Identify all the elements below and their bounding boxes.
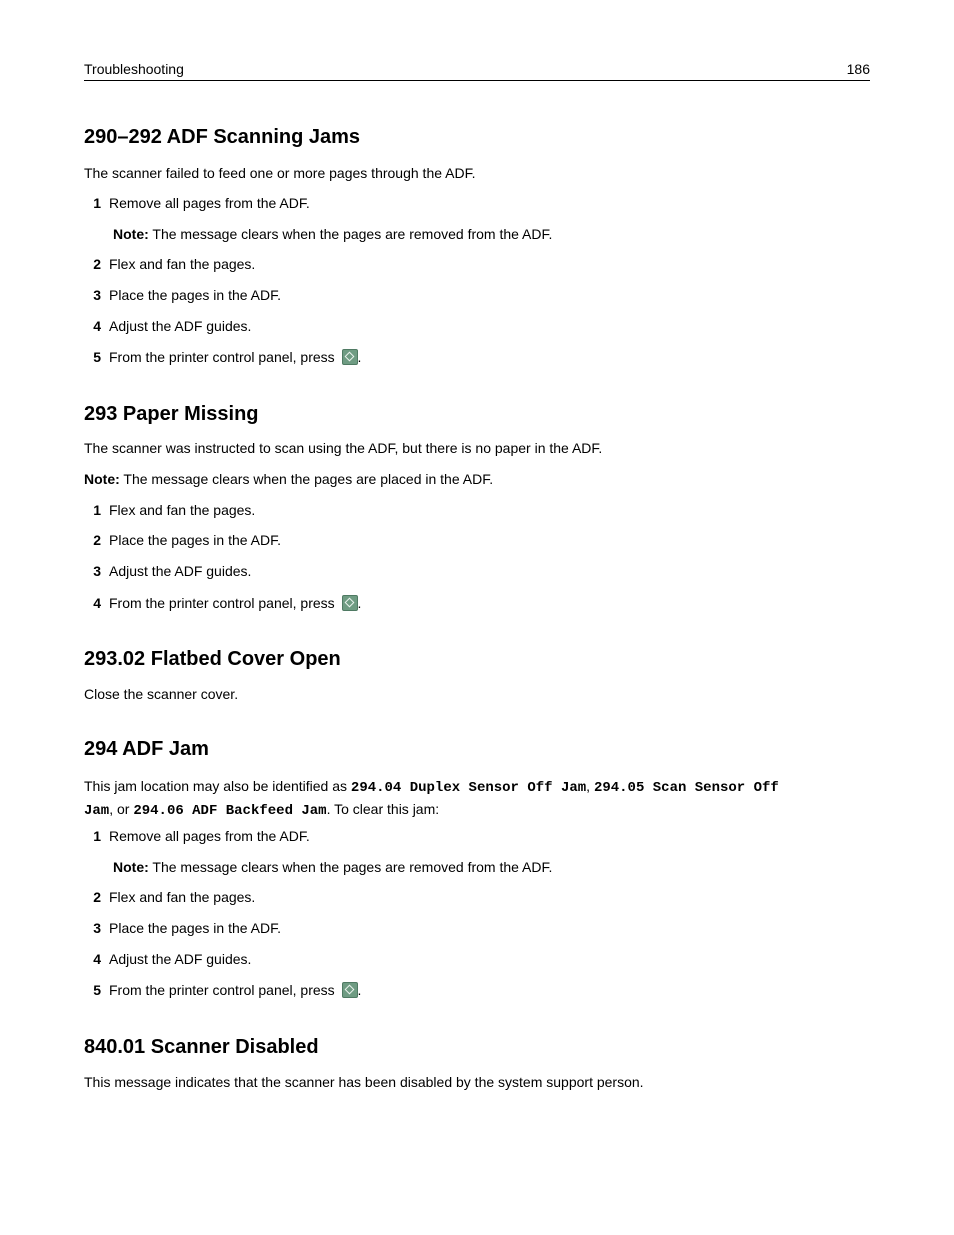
period: . [357, 982, 362, 998]
step-text: Adjust the ADF guides. [109, 951, 252, 967]
step-text: Remove all pages from the ADF. [109, 828, 310, 844]
note [113, 858, 552, 876]
note-label: Note: [113, 226, 149, 242]
note [113, 225, 552, 243]
section-intro-293: The scanner was instructed to scan using the ADF, but there is no paper in the ADF. [84, 440, 603, 456]
note-text: The message clears when the pages are removed from the ADF. [148, 859, 553, 875]
start-button-icon [342, 349, 358, 365]
message-code: 294.05 Scan Sensor Off [593, 780, 779, 796]
message-code: 294.04 Duplex Sensor Off Jam [350, 780, 587, 796]
message-code: 294.06 ADF Backfeed Jam [133, 803, 327, 819]
header-section-name: Troubleshooting [84, 61, 184, 77]
period: . [357, 595, 362, 611]
section-intro-290-292: The scanner failed to feed one or more pages through the ADF. [84, 165, 476, 181]
section-intro-294 [84, 776, 870, 822]
step-text: Place the pages in the ADF. [109, 287, 281, 303]
step-number: 3 [93, 920, 101, 936]
step-number: 2 [93, 532, 101, 548]
step-number: 1 [93, 195, 101, 211]
note-text: The message clears when the pages are removed from the ADF. [148, 226, 553, 242]
section-title-840-01: 840.01 Scanner Disabled [84, 1036, 319, 1058]
step-4 [84, 594, 361, 612]
section-title-293: 293 Paper Missing [84, 403, 259, 425]
step-text: Flex and fan the pages. [109, 502, 256, 518]
step-1 [84, 194, 310, 212]
step-number: 5 [93, 349, 101, 365]
separator: , [586, 778, 594, 794]
intro-text: . To clear this jam: [326, 801, 440, 817]
step-3 [84, 286, 281, 304]
step-number: 5 [93, 982, 101, 998]
step-text: Adjust the ADF guides. [109, 563, 252, 579]
step-number: 4 [93, 318, 101, 334]
start-button-icon [342, 982, 358, 998]
step-text: Remove all pages from the ADF. [109, 195, 310, 211]
header-divider [84, 80, 870, 81]
step-number: 3 [93, 287, 101, 303]
step-number: 1 [93, 828, 101, 844]
step-4 [84, 317, 251, 335]
separator: , or [109, 801, 134, 817]
step-number: 2 [93, 889, 101, 905]
step-3 [84, 562, 251, 580]
step-3 [84, 919, 281, 937]
step-5 [84, 348, 361, 366]
message-code: Jam [84, 803, 110, 819]
step-number: 3 [93, 563, 101, 579]
step-text: Place the pages in the ADF. [109, 532, 281, 548]
step-1 [84, 501, 255, 519]
step-text: Flex and fan the pages. [109, 256, 256, 272]
intro-text: This jam location may also be identified as [84, 778, 351, 794]
step-text: From the printer control panel, press [109, 982, 339, 998]
note-label: Note: [84, 471, 120, 487]
step-text: Adjust the ADF guides. [109, 318, 252, 334]
step-text: From the printer control panel, press [109, 349, 339, 365]
step-number: 2 [93, 256, 101, 272]
step-1 [84, 827, 310, 845]
step-number: 1 [93, 502, 101, 518]
period: . [357, 349, 362, 365]
step-2 [84, 888, 255, 906]
section-title-290-292: 290–292 ADF Scanning Jams [84, 126, 361, 148]
step-4 [84, 950, 251, 968]
page-number: 186 [846, 61, 870, 77]
step-text: Place the pages in the ADF. [109, 920, 281, 936]
step-2 [84, 255, 255, 273]
note [84, 470, 493, 488]
step-number: 4 [93, 595, 101, 611]
step-text: Flex and fan the pages. [109, 889, 256, 905]
section-intro-293-02: Close the scanner cover. [84, 686, 239, 702]
step-number: 4 [93, 951, 101, 967]
section-title-293-02: 293.02 Flatbed Cover Open [84, 648, 341, 670]
section-intro-840-01: This message indicates that the scanner has been disabled by the system support person. [84, 1074, 644, 1090]
note-label: Note: [113, 859, 149, 875]
step-2 [84, 531, 281, 549]
note-text: The message clears when the pages are placed in the ADF. [119, 471, 494, 487]
step-5 [84, 981, 361, 999]
start-button-icon [342, 595, 358, 611]
section-title-294: 294 ADF Jam [84, 738, 209, 760]
step-text: From the printer control panel, press [109, 595, 339, 611]
